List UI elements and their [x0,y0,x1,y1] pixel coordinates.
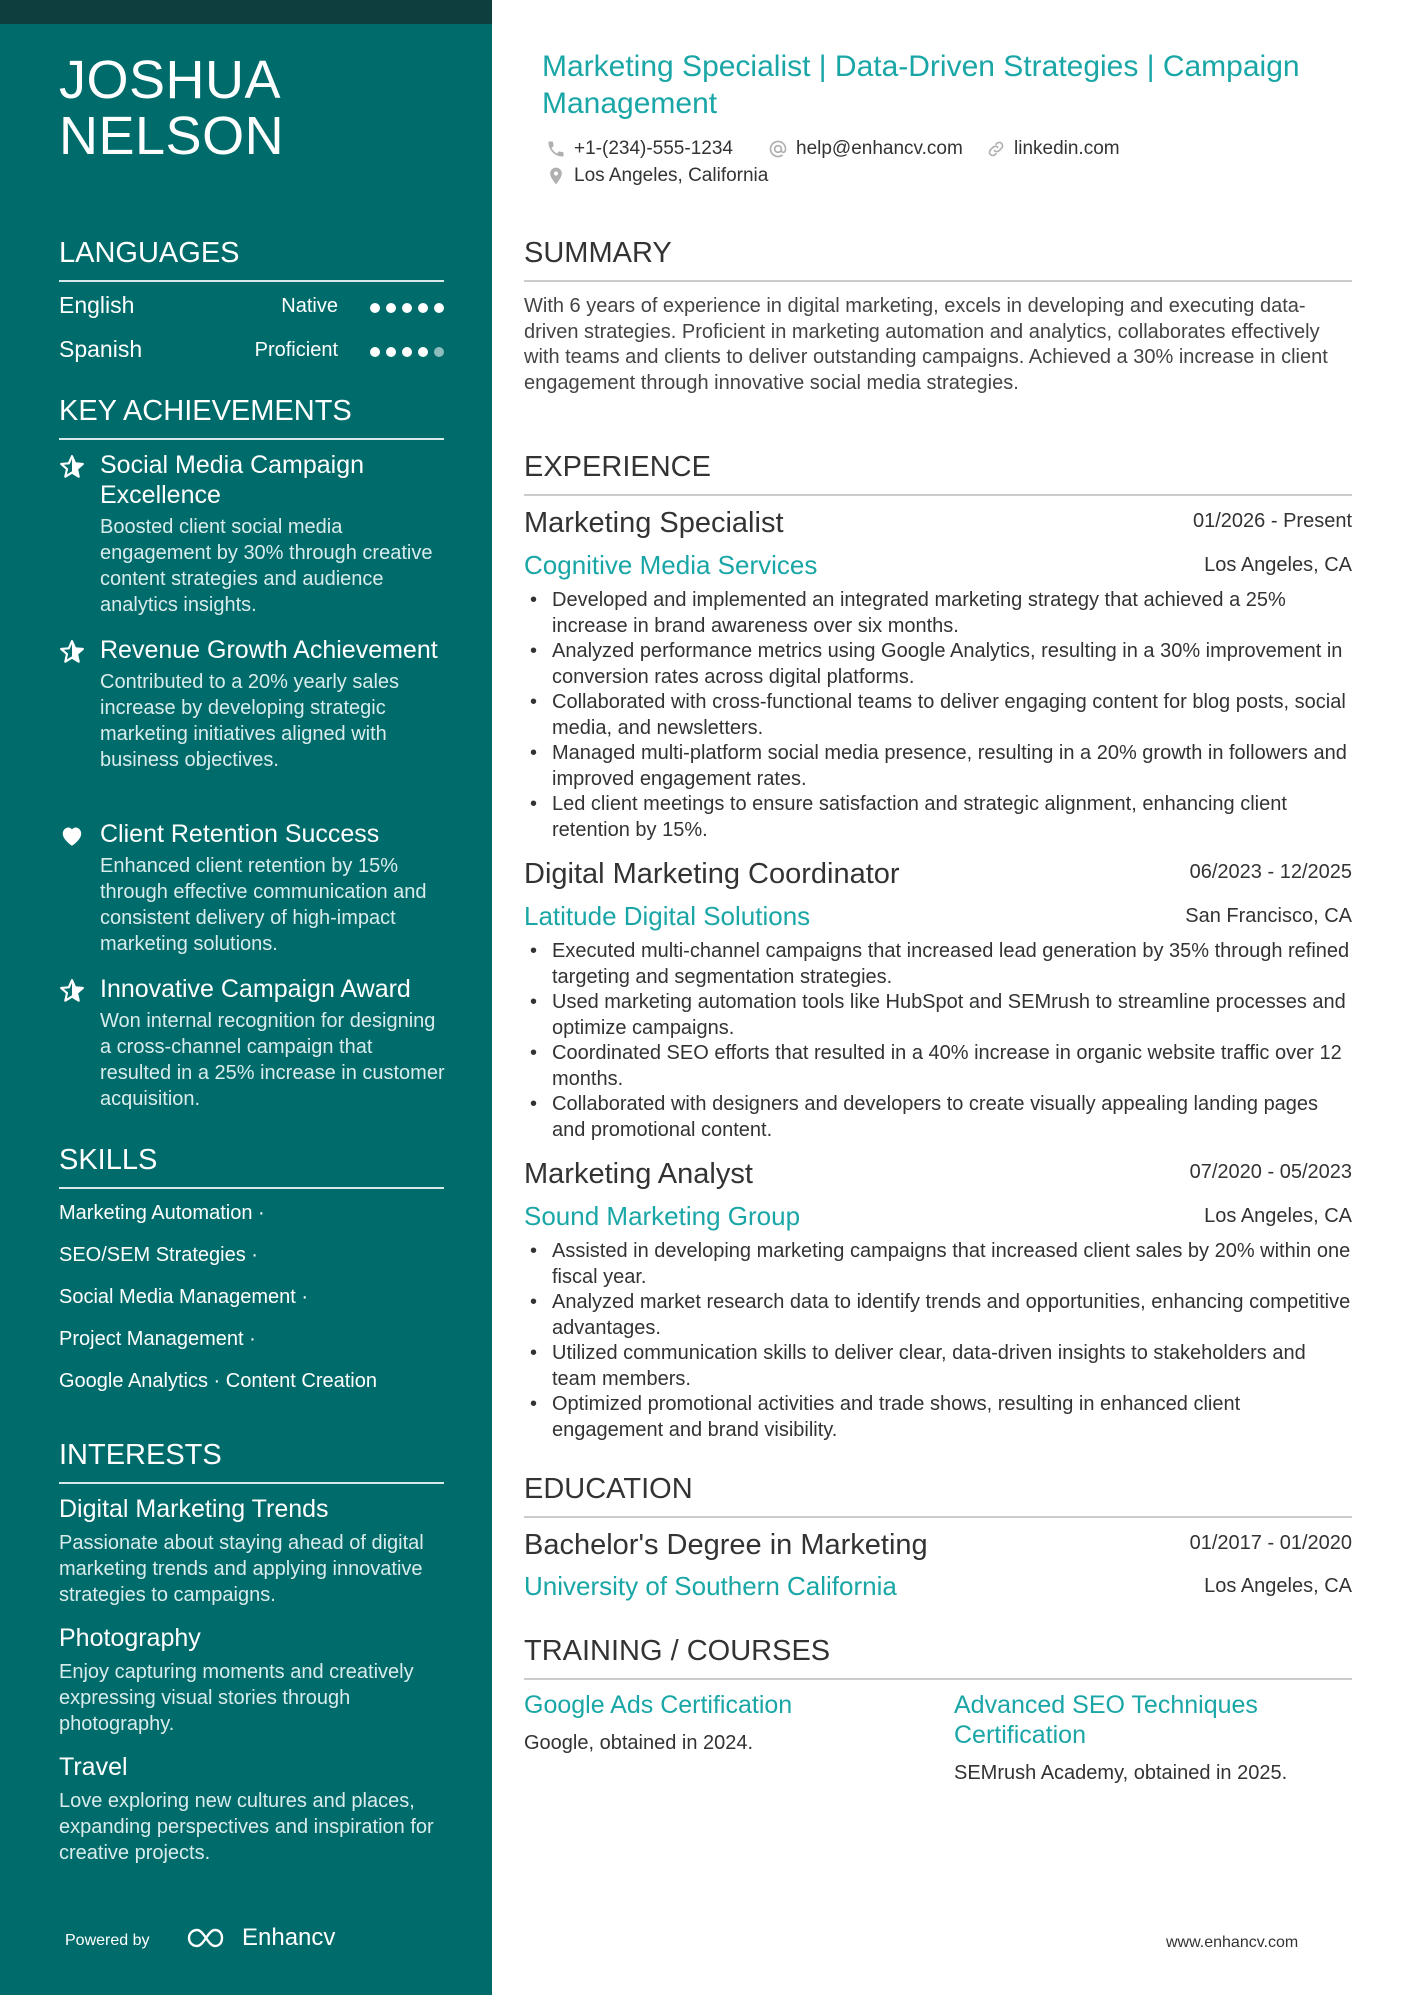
dot-filled [434,303,444,313]
linkedin-contact[interactable] [986,138,1120,160]
interest-item [59,1494,449,1608]
interests-title: INTERESTS [59,1438,444,1484]
achievement-item [59,450,449,618]
interest-item [59,1752,449,1866]
bullet-item: • Executed multi-channel campaigns that increased lead generation by 35% through refined targeting and segmentation strategies. [528,939,1352,990]
email-contact[interactable] [768,138,963,160]
phone-contact[interactable] [546,138,733,160]
proficiency-dots [370,303,444,313]
achievement-title: Social Media Campaign Excellence [100,451,365,509]
job-dates: 01/2026 - Present [1193,510,1352,532]
school-name: University of Southern California [524,1571,897,1601]
job-company: Latitude Digital Solutions [524,901,811,931]
skill-label: Marketing Automation [59,1202,253,1224]
job-company: Cognitive Media Services [524,550,818,580]
brand-logo[interactable] [186,1924,335,1952]
course-title: Advanced SEO Techniques Certification [954,1691,1258,1749]
bullet-item: • Led client meetings to ensure satisfaction and strategic alignment, enhancing client retention by 15%. [528,792,1352,843]
experience-title: EXPERIENCE [524,450,1352,496]
achievement-desc: Contributed to a 20% yearly sales increase by developing strategic marketing initiatives aligned with business objectives. [100,671,400,771]
interest-title: Photography [59,1624,201,1652]
degree-title: Bachelor's Degree in Marketing [524,1529,928,1561]
star-icon [59,454,85,480]
dot-filled [402,303,412,313]
skill-label: SEO/SEM Strategies [59,1244,246,1266]
summary-text: With 6 years of experience in digital marketing, excels in developing and executing data-driven strategies. Proficient in marketing automation and analytics, collaborates effectively with teams and clients to deliver outstanding campaigns. Achieved a 30% increase in client engagement through innovative social media strategies. [524,295,1328,394]
job-title: Marketing Analyst [524,1158,753,1190]
bullet-item: • Analyzed performance metrics using Google Analytics, resulting in a 30% improvement in conversion rates across digital platforms. [528,639,1352,690]
footer-url[interactable]: www.enhancv.com [1166,1934,1299,1951]
languages-title: LANGUAGES [59,236,444,282]
job-title: Marketing Specialist [524,507,784,539]
star-icon [59,639,85,665]
dot-filled [386,347,396,357]
dot-filled [418,347,428,357]
interest-desc: Passionate about staying ahead of digital marketing trends and applying innovative strategies to campaigns. [59,1532,424,1606]
proficiency-dots [370,347,444,357]
education-location: Los Angeles, CA [1204,1575,1352,1597]
skill-item: Social Media Management · [59,1286,309,1308]
interest-desc: Love exploring new cultures and places, expanding perspectives and inspiration for creative projects. [59,1790,434,1864]
location-contact [546,165,768,187]
skill-item: Google Analytics · Content Creation [59,1370,377,1392]
skill-item: Marketing Automation · [59,1202,265,1224]
dot-filled [370,303,380,313]
course-title: Google Ads Certification [524,1691,793,1719]
achievement-desc: Boosted client social media engagement by 30% through creative content strategies and audience analytics insights. [100,516,433,616]
location-text: Los Angeles, California [574,165,769,186]
dot-empty [434,347,444,357]
bullet-item: • Collaborated with cross-functional teams to deliver engaging content for blog posts, social media, and newsletters. [528,690,1352,741]
achievement-title: Client Retention Success [100,820,380,848]
bullet-item: • Managed multi-platform social media presence, resulting in a 20% growth in followers and improved engagement rates. [528,741,1352,792]
first-name: JOSHUA [59,50,282,110]
language-level: Native [281,295,338,317]
headline: Marketing Specialist | Data-Driven Strategies | Campaign Management [542,50,1300,120]
achievement-title: Innovative Campaign Award [100,975,411,1003]
skill-label: Content Creation [225,1370,377,1392]
achievement-title: Revenue Growth Achievement [100,636,438,664]
bullet-item: • Coordinated SEO efforts that resulted in a 40% increase in organic website traffic over 12 months. [528,1041,1352,1092]
interest-title: Travel [59,1753,128,1781]
job-location: Los Angeles, CA [1204,554,1352,576]
education-title: EDUCATION [524,1472,1352,1518]
skill-item: SEO/SEM Strategies · [59,1244,258,1266]
job-bullets [528,1239,1352,1443]
training-title: TRAINING / COURSES [524,1634,1352,1680]
skill-item: Project Management · [59,1328,256,1350]
language-name: English [59,292,135,318]
dot-filled [402,347,412,357]
language-row [59,292,444,326]
sidebar [0,0,492,1995]
language-name: Spanish [59,336,143,362]
bullet-item: • Assisted in developing marketing campaigns that increased client sales by 20% within one fiscal year. [528,1239,1352,1290]
heart-icon [59,823,85,849]
job-dates: 07/2020 - 05/2023 [1189,1161,1352,1183]
course-desc: Google, obtained in 2024. [524,1732,754,1754]
last-name: NELSON [59,106,285,166]
interest-title: Digital Marketing Trends [59,1495,329,1523]
interest-desc: Enjoy capturing moments and creatively expressing visual stories through photography. [59,1661,414,1735]
email-text: help@enhancv.com [796,138,963,159]
achievement-desc: Won internal recognition for designing a cross-channel campaign that resulted in a 25% increase in customer acquisition. [100,1010,445,1110]
education-dates: 01/2017 - 01/2020 [1189,1532,1352,1554]
interest-item [59,1623,449,1737]
bullet-item: • Collaborated with designers and developers to create visually appealing landing pages and promotional content. [528,1092,1352,1143]
phone-icon [546,139,566,159]
enhancv-logo-icon [186,1925,232,1951]
brand-name: Enhancv [242,1924,336,1951]
star-icon [59,978,85,1004]
job-location: San Francisco, CA [1185,905,1352,927]
powered-by-label: Powered by [65,1932,150,1949]
job-dates: 06/2023 - 12/2025 [1189,861,1352,883]
achievement-item [59,819,449,957]
bullet-item: • Developed and implemented an integrated marketing strategy that achieved a 25% increase in brand awareness over six months. [528,588,1352,639]
achievement-item [59,974,449,1112]
skill-label: Social Media Management [59,1286,296,1308]
sidebar-top-band [0,0,492,24]
dot-filled [386,303,396,313]
dot-filled [418,303,428,313]
skill-label: Google Analytics [59,1370,208,1392]
achievements-title: KEY ACHIEVEMENTS [59,394,444,440]
at-icon [768,139,788,159]
achievement-desc: Enhanced client retention by 15% through effective communication and consistent delivery of high-impact marketing solutions. [100,855,427,955]
course-desc: SEMrush Academy, obtained in 2025. [954,1762,1288,1784]
summary-title: SUMMARY [524,236,1352,282]
linkedin-text: linkedin.com [1014,138,1120,159]
dot-filled [370,347,380,357]
candidate-name [59,52,284,164]
phone-text: +1-(234)-555-1234 [574,138,733,159]
bullet-item: • Utilized communication skills to deliver clear, data-driven insights to stakeholders and team members. [528,1341,1352,1392]
job-location: Los Angeles, CA [1204,1205,1352,1227]
bullet-item: • Analyzed market research data to identify trends and opportunities, enhancing competitive advantages. [528,1290,1352,1341]
link-icon [986,139,1006,159]
job-bullets [528,588,1352,843]
skill-label: Project Management [59,1328,244,1350]
job-title: Digital Marketing Coordinator [524,858,900,890]
language-level: Proficient [254,339,338,361]
language-row [59,336,444,370]
achievement-item [59,635,449,773]
bullet-item: • Used marketing automation tools like HubSpot and SEMrush to streamline processes and optimize campaigns. [528,990,1352,1041]
job-company: Sound Marketing Group [524,1201,801,1231]
skills-title: SKILLS [59,1143,444,1189]
location-pin-icon [546,166,566,186]
bullet-item: • Optimized promotional activities and trade shows, resulting in enhanced client engagement and brand visibility. [528,1392,1352,1443]
job-bullets [528,939,1352,1143]
